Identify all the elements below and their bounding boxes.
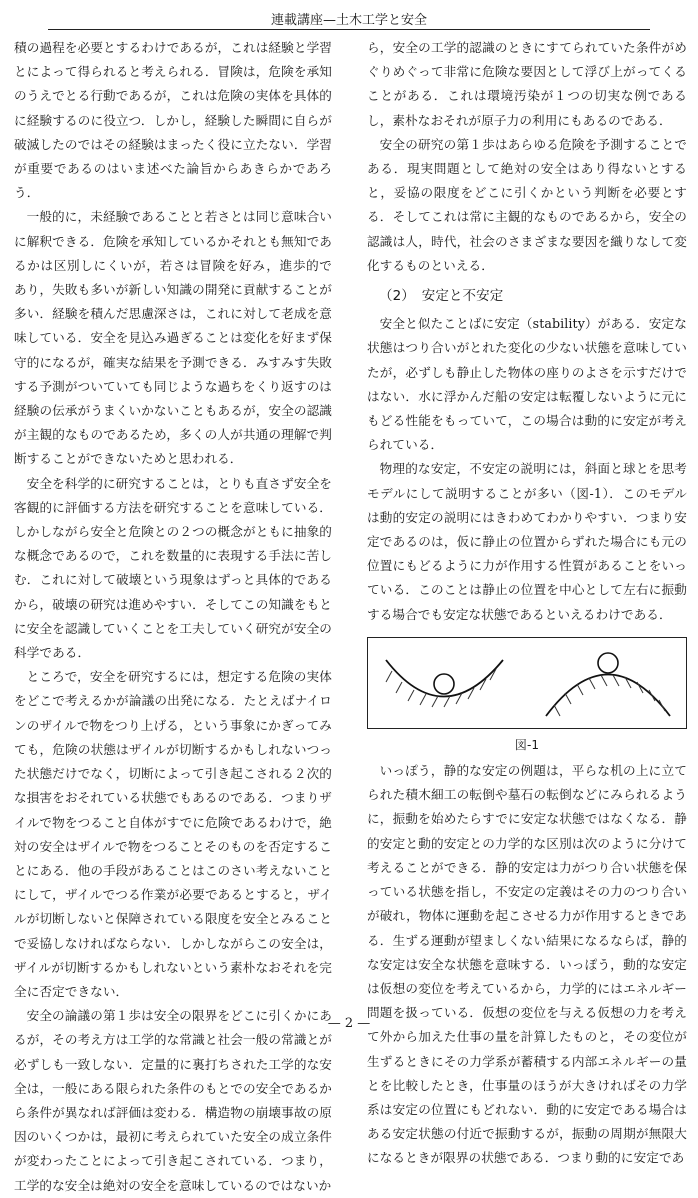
stable-valley-model	[386, 660, 503, 707]
paragraph: 安全の研究の第１歩はあらゆる危険を予測することである．現実問題として絶対の安全はあり得ないとすると，妥協の限度をどこに引くかという判断を必要とする．そしてこれは常に主観的なものであるから，安全の認識は人，時代，社会のさまざまな要因を織りなして変化するものといえる．	[367, 136, 687, 273]
paragraph: ら，安全の工学的認識のときにすてられていた条件がめぐりめぐって非常に危険な要因として浮び上がってくることがある．これは環境汚染が１つの切実な例であるし，素朴なおそれが原子力の利用にもあるのである．	[367, 40, 687, 128]
figure-1	[367, 637, 687, 729]
unstable-hill-model	[546, 653, 670, 716]
ball-on-slope-diagram	[368, 638, 685, 726]
paragraph: 安全と似たことばに安定（stability）がある．安定な状態はつり合いがとれた変化の少ない状態を意味していたが，必ずしも静止した物体の座りのよさを示すだけではない．水に浮かんだ船の安定は転覆しないように元にもどる性能をもっていて，この場合は動的に安定が考えられている．	[367, 316, 687, 453]
running-header	[0, 9, 698, 31]
paragraph: 安全の論議の第１歩は安全の限界をどこに引くかにあるが，その考え方は工学的な常識と社会一般の常識とが必ずしも一致しない．定量的に裏打ちされた工学的な安全は，一般にある限られた条件のもとでの安全であるから条件が異なれば評価は変わる．構造物の崩壊事故の原因のいくつかは，最初に考えられていた安全の成立条件が変わったことによって引き起こされている．つまり，工学的な安全は絶対の安全を意味しているのではないか	[14, 1008, 332, 1193]
ball	[434, 674, 454, 694]
paragraph: いっぽう，静的な安定の例題は，平らな机の上に立てられた積木細工の転倒や墓石の転倒などにみられるように，振動を始めたらすでに安定な状態ではなくなる．静的安定と動的安定との力学的な区別は次のように分けて考えることができる．静的安定は力がつり合い状態を保っている状態を指し，不安定の定義はその力のつり合いが破れ，物体に運動を起こさせる力が作用するときである．生ずる運動が望ましくない結果になるならば，静的な安定は安全な状態を意味する．いっぽう，動的な安定は仮想の変位を考えているから，力学的にはエネルギー問題を扱っている．仮想の変位を与える仮想の力を考えて外から加えた仕事の量を計算したものと，その変位が生ずるときにその力学系が蓄積する内部エネルギーの量とを比較したとき，仕事量のほうが大きければその力学系は安定の位置にもどれない．動的に安定である場合はある安定状態の付近で振動するが，振動の周期が無限大になるときが限界の状態である．つまり動的に安定であ	[367, 763, 687, 1166]
running-header-title: 連載講座—土木工学と安全	[270, 13, 427, 28]
ball	[598, 653, 618, 673]
paragraph: 安全を科学的に研究することは，とりも直さず安全を客観的に評価する方法を研究することを意味している．しかしながら安全と危険との２つの概念がともに抽象的な概念であるので，これを数量的に表現する手法に苦しむ．これに対して破壊という現象はずっと具体的であるから，破壊の研究は進めやすい．そしてこの知識をもとに安全を認識していくことを工夫していく研究が安全の科学である．	[14, 475, 332, 661]
page-number: — 2 —	[327, 1016, 371, 1031]
paragraph: 一般的に，未経験であることと若さとは同じ意味合いに解釈できる．危険を承知しているかそれとも無知であるかは区別しにくいが，若さは冒険を好み，進歩的であり，失敗も多いが新しい知識の開発に貢献することが多い．経験を積んだ思慮深さは，これに対して老成を意味している．安全を見込み過ぎることは変化を好まず保守的になるが，確実な結果を予測できる．みすみす失敗する予測がついていても同じような過ちをくり返すのは経験の伝承がうまくいかないこともあるが，安全の認識が主観的なものであるため，多くの人が共通の理解で判断することができないためと思われる．	[14, 209, 332, 467]
figure-caption: 図-1	[514, 737, 540, 752]
paragraph: 積の過程を必要とするわけであるが，これは経験と学習とによって得られると考えられる．冒険は，危険を承知のうえでとる行動であるが，これは危険の実体を具体的に経験するのに役立つ．しかし，経験した瞬間に自らが破滅したのではその経験はまったく役に立たない．学習が重要であるのはいま述べた論旨からあきらかであろう．	[14, 40, 332, 201]
header-rule	[48, 29, 650, 30]
section-heading: （2） 安定と不安定	[379, 288, 504, 305]
paragraph: 物理的な安定，不安定の説明には，斜面と球とを思考モデルにして説明することが多い（図-1）．このモデルは動的安定の説明にはきわめてわかりやすい．つまり安定であるのは，仮に静止の位置からずれた場合にも元の位置にもどるように力が作用する性質があることをいっている．このことは静止の位置を中心として左右に振動する場合でも安定な状態であるといえるわけである．	[367, 461, 687, 622]
right-column	[367, 36, 687, 1171]
paragraph: ところで，安全を研究するには，想定する危険の実体をどこで考えるかが論議の出発になる．たとえばナイロンのザイルで物をつり上げる，という事象にかぎってみても，危険の状態はザイルが切断するかもしれないつった状態だけでなく，切断によって引き起こされる２次的な損害をおそれている状態でもあるのである．つまりザイルで物をつること自体がすでに危険であるわけで，絶対の安全はザイルで物をつることそのものを否定することにある．他の手段があることはこのさい考えないことにして，ザイルでつる作業が必要であるとすると，ザイルが切断しないと保障されている限度を安全とみることで妥協しなければならない．しかしながらこの安全は，ザイルが切断するかもしれないという素朴なおそれを完全に否定できない．	[14, 669, 332, 999]
